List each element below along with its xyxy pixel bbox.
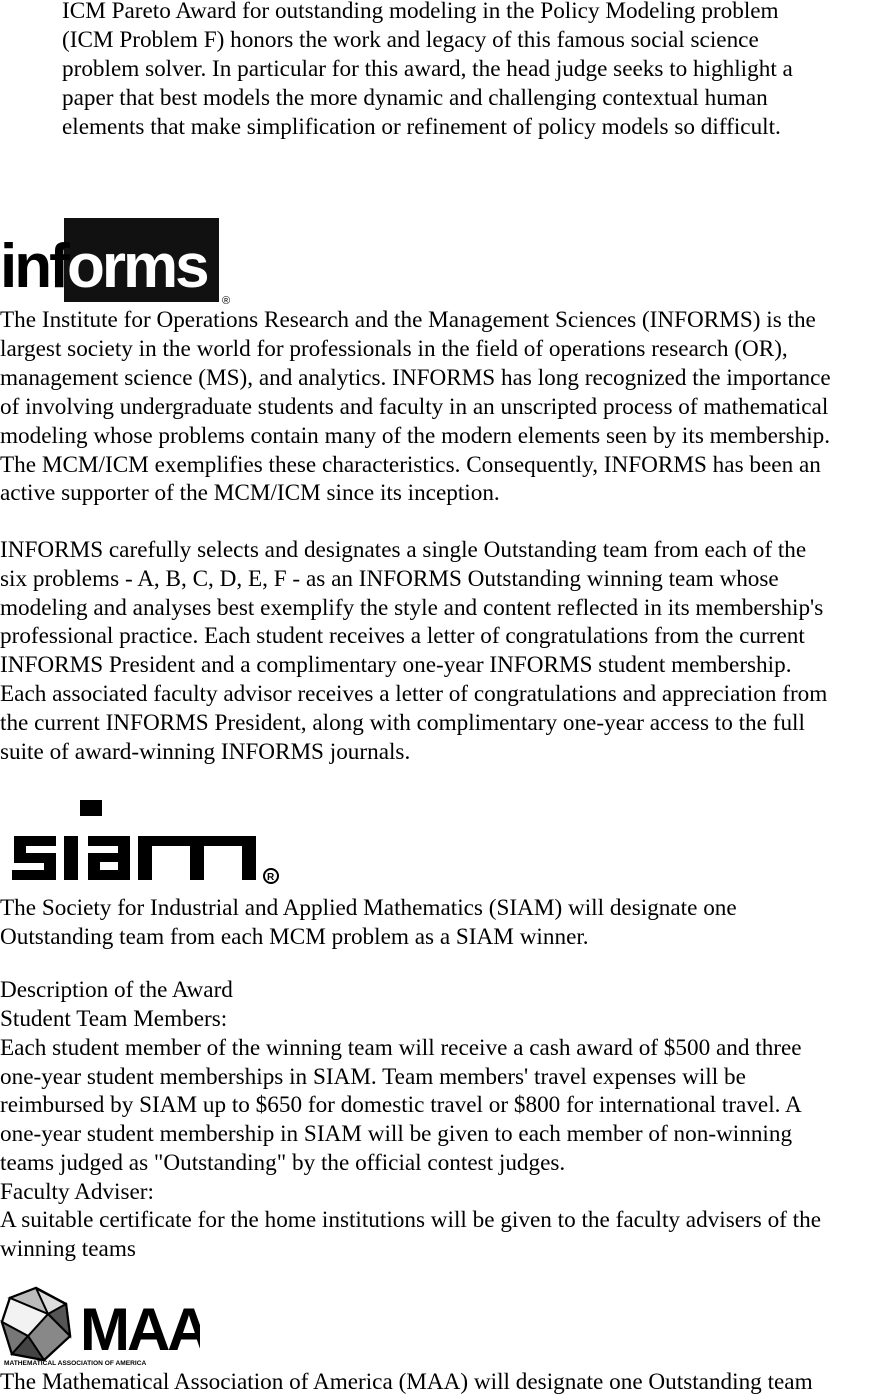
siam-logo (8, 798, 288, 888)
siam-award-heading: Description of the Award (0, 977, 233, 1003)
informs-p1-line: largest society in the world for professionals in the field of operations research (OR), (0, 336, 788, 362)
informs-p1-line: active supporter of the MCM/ICM since its inception. (0, 480, 500, 506)
siam-p1-line: Outstanding team from each MCM problem as a SIAM winner. (0, 924, 589, 950)
informs-registered-mark: ® (222, 295, 231, 307)
pareto-line: elements that make simplification or refinement of policy models so difficult. (62, 114, 781, 140)
maa-logo (0, 1284, 200, 1368)
siam-award-line: one-year student memberships in SIAM. Team members' travel expenses will be (0, 1064, 746, 1090)
informs-p2-line: suite of award-winning INFORMS journals. (0, 739, 411, 765)
siam-award-line: one-year student membership in SIAM will be given to each member of non-winning (0, 1121, 793, 1147)
informs-p1-line: The MCM/ICM exemplifies these characteristics. Consequently, INFORMS has been an (0, 452, 821, 478)
informs-p2-line: INFORMS carefully selects and designates a single Outstanding team from each of the (0, 537, 807, 563)
maa-p1-line: The Mathematical Association of America (MAA) will designate one Outstanding team (0, 1369, 813, 1395)
siam-p1-line: The Society for Industrial and Applied Mathematics (SIAM) will designate one (0, 895, 737, 921)
informs-p1-line: modeling whose problems contain many of the modern elements seen by its membership. (0, 423, 831, 449)
siam-award-line: Each student member of the winning team will receive a cash award of $500 and three (0, 1035, 802, 1061)
informs-p1-line: management science (MS), and analytics. INFORMS has long recognized the importance (0, 365, 831, 391)
informs-p1-line: The Institute for Operations Research and the Management Sciences (INFORMS) is the (0, 307, 816, 333)
siam-award-line: A suitable certificate for the home institutions will be given to the faculty advisers of the (0, 1207, 822, 1233)
informs-logo (0, 215, 240, 307)
maa-logo-text: MAA (80, 1296, 200, 1363)
informs-p2-line: six problems - A, B, C, D, E, F - as an INFORMS Outstanding winning team whose (0, 566, 779, 592)
informs-p2-line: the current INFORMS President, along with complimentary one-year access to the full (0, 710, 805, 736)
siam-award-line: winning teams (0, 1236, 136, 1262)
informs-logo-text-right: orms (67, 232, 207, 301)
informs-logo-text-left: inf (0, 232, 67, 301)
pareto-line: ICM Pareto Award for outstanding modeling in the Policy Modeling problem (62, 0, 779, 24)
informs-p2-line: modeling and analyses best exemplify the style and content reflected in its membership's (0, 595, 824, 621)
informs-p1-line: of involving undergraduate students and faculty in an unscripted process of mathematical (0, 394, 829, 420)
siam-student-heading: Student Team Members: (0, 1006, 228, 1032)
pareto-line: problem solver. In particular for this award, the head judge seeks to highlight a (62, 56, 793, 82)
siam-faculty-heading: Faculty Adviser: (0, 1179, 154, 1205)
svg-text:R: R (267, 872, 275, 883)
maa-logo-subtext: MATHEMATICAL ASSOCIATION OF AMERICA (4, 1360, 147, 1367)
siam-award-line: teams judged as "Outstanding" by the official contest judges. (0, 1150, 566, 1176)
siam-award-line: reimbursed by SIAM up to $650 for domestic travel or $800 for international travel. A (0, 1092, 802, 1118)
polyhedron-icon (2, 1288, 70, 1360)
informs-p2-line: Each associated faculty advisor receives a letter of congratulations and appreciation from (0, 681, 828, 707)
pareto-line: paper that best models the more dynamic and challenging contextual human (62, 85, 768, 111)
informs-p2-line: professional practice. Each student receives a letter of congratulations from the current (0, 623, 805, 649)
informs-p2-line: INFORMS President and a complimentary one-year INFORMS student membership. (0, 652, 792, 678)
pareto-line: (ICM Problem F) honors the work and legacy of this famous social science (62, 27, 759, 53)
